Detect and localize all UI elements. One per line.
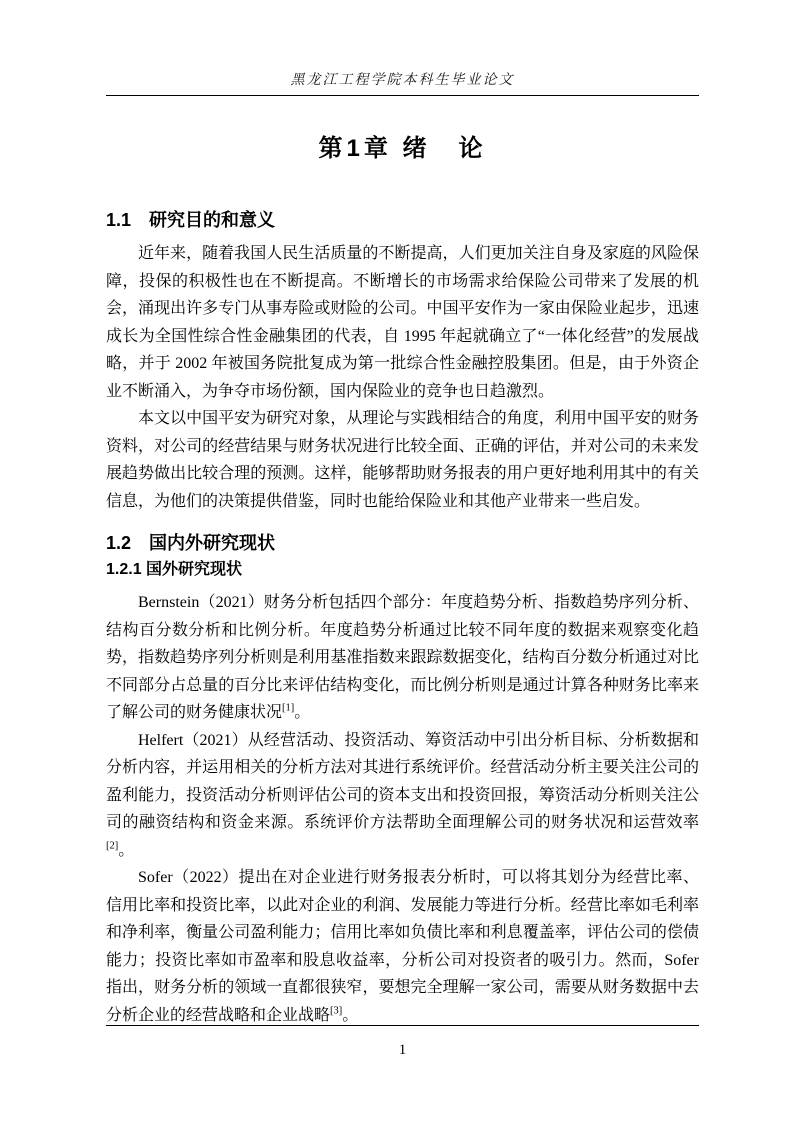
citation-ref-3: [3] (330, 1005, 343, 1017)
paragraph-helfert (106, 727, 699, 865)
paragraph-helfert-text: Helfert（2021）从经营活动、投资活动、筹资活动中引出分析目标、分析数据和分析内容，并运用相关的分析方法对其进行系统评价。经营活动分析主要关注公司的盈利能力，投资活动分析则评估公司的资本支出和投资回报，筹资活动分析则关注公司的融资结构和资金来源。系统评价方法帮助全面理解公司的财务状况和运营效率 (106, 731, 699, 831)
footer-rule (106, 1025, 699, 1026)
paragraph-bernstein-tail: 。 (294, 704, 311, 721)
paragraph-sofer-text: Sofer（2022）提出在对企业进行财务报表分析时，可以将其划分为经营比率、信用比率和投资比率，以此对企业的利润、发展能力等进行分析。经营比率如毛利率和净利率，衡量公司盈利能力；信用比率如负债比率和利息覆盖率，评估公司的偿债能力；投资比率如市盈率和股息收益率，分析公司对投资者的吸引力。然而，Sofer 指出，财务分析的领域一直都很狭窄，要想完全理解一家公司，需要从财务数据中去分析企业的经营战略和企业战略 (106, 869, 699, 1024)
page-number: 1 (398, 1042, 407, 1058)
running-header (106, 0, 699, 96)
paragraph-bernstein-text: Bernstein（2021）财务分析包括四个部分：年度趋势分析、指数趋势序列分析、结构百分数分析和比例分析。年度趋势分析通过比较不同年度的数据来观察变化趋势，指数趋势序列分析则是利用基准指数来跟踪数据变化，结构百分数分析通过对比不同部分占总量的百分比来评估结构变化，而比例分析则是通过计算各种财务比率来了解公司的财务健康状况 (106, 594, 699, 721)
paragraph-research-purpose-2: 本文以中国平安为研究对象，从理论与实践相结合的角度，利用中国平安的财务资料，对公司的经营结果与财务状况进行比较全面、正确的评估，并对公司的未来发展趋势做出比较合理的预测。这样，能够帮助财务报表的用户更好地利用其中的有关信息，为他们的决策提供借鉴，同时也能给保险业和其他产业带来一些启发。 (106, 410, 699, 510)
paragraph-sofer (106, 864, 699, 1029)
section-heading-1-2: 1.2 国内外研究现状 (106, 533, 276, 553)
citation-ref-1: [1] (282, 702, 295, 714)
section-heading-1-1: 1.1 研究目的和意义 (106, 210, 276, 230)
running-header-title: 黑龙江工程学院本科生毕业论文 (290, 73, 515, 88)
citation-ref-2: [2] (106, 840, 119, 852)
chapter-title: 第1章 绪 论 (318, 135, 487, 162)
paragraph-helfert-tail: 。 (118, 841, 135, 859)
page-content (106, 0, 699, 1029)
subsection-heading-1-2-1: 1.2.1 国外研究现状 (106, 561, 243, 578)
paragraph-sofer-tail: 。 (342, 1006, 359, 1024)
paragraph-research-purpose-1: 近年来，随着我国人民生活质量的不断提高，人们更加关注自身及家庭的风险保障，投保的积极性也在不断提高。不断增长的市场需求给保险公司带来了发展的机会，涌现出许多专门从事寿险或财险的公司。中国平安作为一家由保险业起步，迅速成长为全国性综合性金融集团的代表，自 1995 年起就确立了“一体化经营”的发展战略，并于 2002 年被国务院批复成为第一批综合性金融控股集团。但是，由于外资企业不断涌入，为争夺市场份额，国内保险业的竞争也日趋激烈。 (106, 245, 699, 400)
paragraph-bernstein (106, 589, 699, 727)
